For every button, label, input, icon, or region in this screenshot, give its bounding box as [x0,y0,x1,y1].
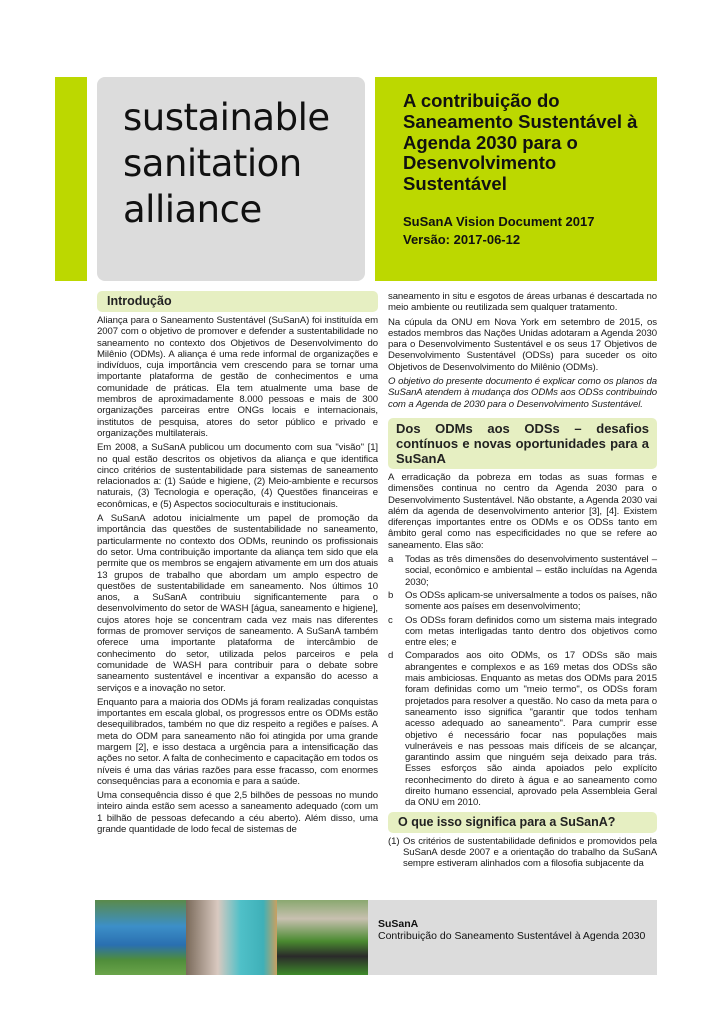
objective-paragraph: O objetivo do presente documento é explicar como os planos da SuSanA atendem à mudança dos ODMs aos ODSs contribuindo com a Agenda de 2030 para o Desenvolvimento Sustentável. [388,376,657,410]
footer-box [368,900,657,975]
paragraph: A erradicação da pobreza em todas as suas formas e dimensões continua no centro da Agenda 2030 para o Desenvolvimento Sustentável. Não obstante, a Agenda 2030 vai além da agenda de desenvolvimento anterior [3], [4]. Existem diferenças importantes entre os ODMs e os ODSs tanto em âmbito geral como nas especificidades no que se refere ao saneamento. Elas são: [388,471,657,551]
section-heading-intro: Introdução [97,291,378,312]
photo-water-truck [95,900,186,975]
paragraph: A SuSanA adotou inicialmente um papel de promoção da importância das questões de sustentabilidade no saneamento, particularmente no contexto dos ODMs, reunindo os profissionais do setor. Uma contribuição importante da aliança tem sido que ela permite que os membros se engajem ativamente em um dos atuais 13 grupos de trabalho que abordam um amplo espectro de questões de sustentabilidade em saneamento. Nos últimos 10 anos, a SuSanA contribuiu significantemente para o desenvolvimento do setor de WASH [água, saneamento e higiene], cujos atores hoje se concentram cada vez mais nas diferentes formas de promover serviços de saneamento. A SuSanA também oferece uma importante plataforma de intercâmbio de conhecimento do setor, utilizada pelos parceiros e pela comunidade de WASH para contribuir para o debate sobre saneamento sustentável e incentivar a expansão do acesso a serviços e a inovação no setor. [97,513,378,694]
logo-line: sustainable [123,96,330,139]
paragraph: Uma consequência disso é que 2,5 bilhões de pessoas no mundo inteiro ainda estão sem acesso a saneamento adequado (com um 1 bilhão de pessoas defecando a céu aberto). Além disso, uma grande quantidade de lodo fecal de sistemas de [97,790,378,836]
logo-line: sanitation [123,142,302,185]
paragraph: Em 2008, a SuSanA publicou um documento com sua "visão" [1] no qual estão descritos os objetivos da aliança e que identifica cinco critérios de sustentabilidade para sistemas de saneamento relacionados a: (1) Saúde e higiene, (2) Meio-ambiente e recursos naturais, (3) Tecnologia e operação, (4) Questões financeiras e econômicas, e (5) Aspectos socioculturais e institucionais. [97,442,378,510]
list-item: a Todas as três dimensões do desenvolvimento sustentável – social, econômico e ambiental – estão incluídas na Agenda 2030; [388,554,657,588]
left-column [97,291,378,838]
footer-org: SuSanA [378,918,419,930]
photo-garden [277,900,368,975]
logo-box [97,77,365,281]
paragraph: Aliança para o Saneamento Sustentável (SuSanA) foi instituída em 2007 com o objetivo de promover e defender a sustentabilidade no saneamento no contexto dos Objetivos de Desenvolvimento do Milênio (ODMs). A aliança é uma rede informal de organizações e indivíduos, cuja importância vem crescendo para se tornar uma importante plataforma de gestão de conhecimentos e uma comunidade de práticas. Ela tem atualmente uma base de membros de aproximadamente 8.000 pessoas e mais de 300 organizações parceiras entre ONGs locais e internacionais, institutos de pesquisa, atores do setor público e privado e organizações multilaterais. [97,315,378,439]
document-title: A contribuição do Saneamento Sustentável à Agenda 2030 para o Desenvolvimento Sustentável [403,90,638,195]
list-item: c Os ODSs foram definidos como um sistema mais integrado com metas interligadas tanto dentro dos objetivos como entre eles; e [388,614,657,649]
section-heading-odm-ods: Dos ODMs aos ODSs – desafios contínuos e novas oportunidades para a SuSanA [388,418,657,469]
footer-photos [95,900,368,975]
document-version: Versão: 2017-06-12 [403,231,521,247]
list-item: d Comparados aos oito ODMs, os 17 ODSs são mais abrangentes e complexos e as 169 metas dos ODSs são mais ambiciosas. Enquanto as metas dos ODMs para 2015 foram definidas como um "meio termo", os ODSs foram projetados para resolver a questão. No caso da meta para o saneamento isso significa "garantir que todos tenham acesso adequado ao saneamento". Para cumprir esse objetivo é necessário focar nas populações mais vulneráveis e nas pessoas mais difíceis de se alcançar, garantindo assim que ninguém seja deixado para trás. Esses esforços são ainda apoiados pelo explícito reconhecimento do direto à água e ao saneamento como direito humano essencial, aprovado pela Assembleia Geral da ONU em 2010. [388,650,657,809]
footer-title: Contribuição do Saneamento Sustentável à Agenda 2030 [378,930,646,942]
title-box [375,77,657,281]
photo-handwashing [186,900,277,975]
list-item: (1) Os critérios de sustentabilidade definidos e promovidos pela SuSanA desde 2007 e a orientação do trabalho da SuSanA sempre estiveram alinhados com a filosofia subjacente da [388,835,657,870]
right-column [388,291,657,871]
paragraph: Na cúpula da ONU em Nova York em setembro de 2015, os estados membros das Nações Unidas adotaram a Agenda 2030 para o Desenvolvimento Sustentável e os seus 17 Objetivos de Desenvolvimento Sustentável (ODSs) para suceder os oito Objetivos de Desenvolvimento do Milênio (ODMs). [388,316,657,373]
logo-line: alliance [123,188,262,231]
list-item: b Os ODSs aplicam-se universalmente a todos os países, não somente aos países em desenvolvimento; [388,589,657,613]
paragraph: saneamento in situ e esgotos de áreas urbanas é descartada no meio ambiente ou reutilizada sem qualquer tratamento. [388,291,657,314]
document-type: SuSanA Vision Document 2017 [403,213,595,229]
section-heading-susana: O que isso significa para a SuSanA? [388,812,657,833]
green-accent-bar [55,77,87,281]
paragraph: Enquanto para a maioria dos ODMs já foram realizadas conquistas importantes em escala global, os progressos entre os ODMs estão desequilibrados, também no que diz respeito a regiões e países. A meta do ODM para saneamento não foi atingida por uma grande margem [2], e isso destaca a urgência para a intensificação das ações no setor. A falta de conhecimento e capacitação em todos os níveis é uma das várias razões para esse fracasso, com enormes consequências para a economia e para a saúde. [97,696,378,787]
